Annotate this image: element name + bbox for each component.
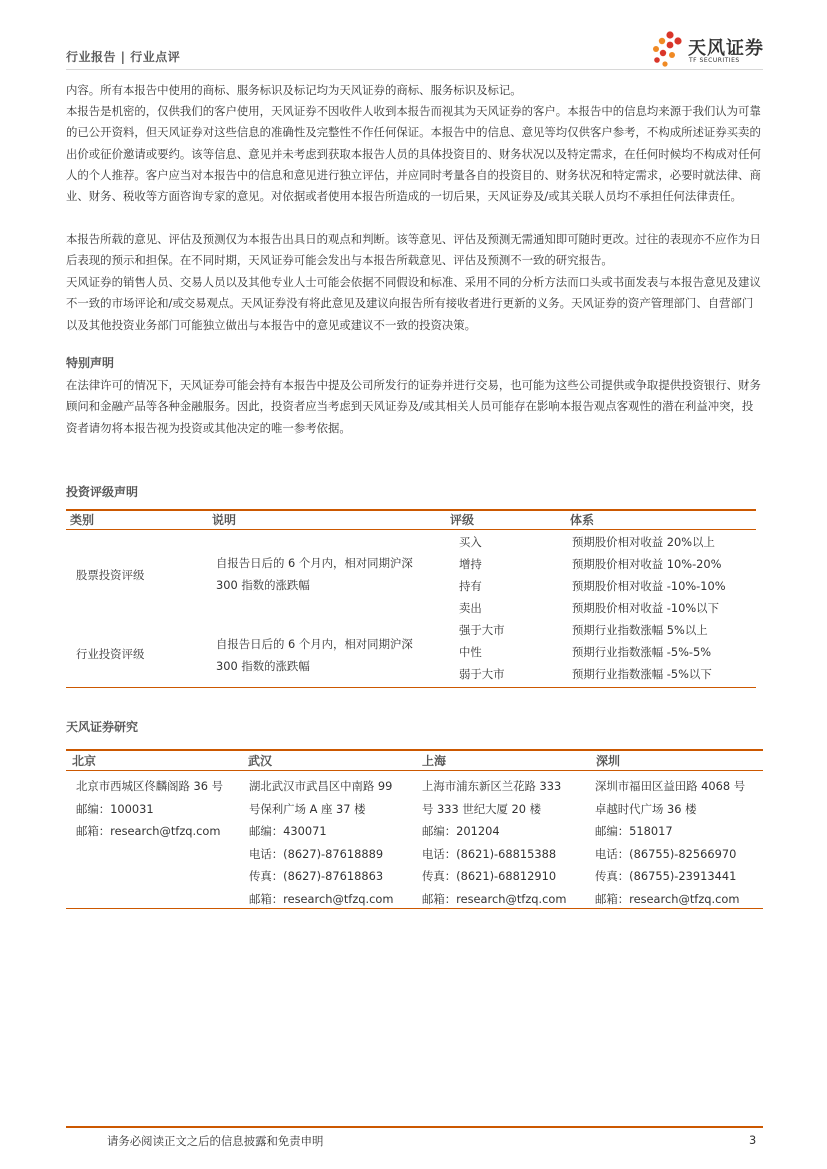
rating-value: 中性: [459, 645, 482, 659]
header-divider: [66, 69, 763, 70]
rating-section-title: 投资评级声明: [66, 485, 139, 499]
office-city-wuhan: 武汉: [248, 754, 273, 768]
logo-name-cn: 天风证券: [688, 38, 764, 59]
office-detail-line: 深圳市福田区益田路 4068 号: [595, 779, 746, 793]
table-bottom-rule: [66, 687, 756, 688]
offices-header-rule: [66, 770, 763, 771]
office-city-shenzhen: 深圳: [596, 754, 621, 768]
disclaimer-paragraph: 本报告所载的意见、评估及预测仅为本报告出具日的观点和判断。该等意见、评估及预测无需通知即可随时更改。过往的表现亦不应作为日后表现的预示和担保。在不同时期，天风证券可能会发出与本报告所载意见、评估及预测不一致的研究报告。: [66, 232, 761, 268]
logo-mark-icon: [650, 30, 684, 70]
rating-header-description: 说明: [212, 513, 237, 527]
table-top-rule: [66, 509, 756, 511]
footer-disclaimer: 请务必阅读正文之后的信息披露和免责申明: [107, 1134, 324, 1148]
office-detail-line: 邮箱：research@tfzq.com: [595, 891, 740, 906]
rating-description-stock: 自报告日后的 6 个月内，相对同期沪深 300 指数的涨跌幅: [216, 556, 413, 592]
offices-section-title: 天风证券研究: [66, 720, 139, 734]
rating-system: 预期股价相对收益 -10%以下: [572, 601, 719, 615]
rating-value: 弱于大市: [459, 667, 505, 681]
offices-top-rule: [66, 749, 763, 751]
office-detail-line: 邮编：518017: [595, 824, 673, 838]
special-statement-text: 在法律许可的情况下，天风证券可能会持有本报告中提及公司所发行的证券并进行交易，也可能为这些公司提供或争取提供投资银行、财务顾问和金融产品等各种金融服务。因此，投资者应当考虑到天风证券及/或其相关人员可能存在影响本报告观点客观性的潜在利益冲突，投资者请勿将本报告视为投资或其他决定的唯一参考依据。: [66, 378, 761, 435]
office-detail-line: 号保利广场 A 座 37 楼: [249, 801, 366, 816]
rating-value: 持有: [459, 579, 482, 593]
office-detail-line: 上海市浦东新区兰花路 333: [422, 779, 562, 793]
office-detail-line: 湖北武汉市武昌区中南路 99: [249, 779, 393, 793]
rating-value: 强于大市: [459, 623, 505, 637]
office-detail-line: 北京市西城区佟麟阁路 36 号: [76, 779, 224, 793]
office-detail-line: 邮编：201204: [422, 824, 500, 838]
rating-system: 预期股价相对收益 20%以上: [572, 535, 715, 549]
office-detail-line: 传真：(86755)-23913441: [595, 869, 737, 883]
rating-header-category: 类别: [70, 513, 95, 527]
office-details-beijing: [76, 775, 241, 843]
office-detail-line: 号 333 世纪大厦 20 楼: [422, 801, 542, 816]
office-city-beijing: 北京: [72, 754, 97, 768]
rating-value: 买入: [459, 535, 482, 549]
office-detail-line: 电话：(8621)-68815388: [422, 846, 557, 861]
office-detail-line: 电话：(8627)-87618889: [249, 846, 384, 861]
office-detail-line: 卓越时代广场 36 楼: [595, 801, 697, 816]
office-detail-line: 邮箱：research@tfzq.com: [422, 891, 567, 906]
office-detail-line: 电话：(86755)-82566970: [595, 846, 737, 861]
office-detail-line: 传真：(8621)-68812910: [422, 869, 557, 883]
report-type-label: 行业报告 | 行业点评: [66, 50, 181, 64]
office-details-shanghai: [422, 775, 587, 910]
table-header-rule: [66, 529, 756, 530]
disclaimer-paragraph: 内容。所有本报告中使用的商标、服务标识及标记均为天风证券的商标、服务标识及标记。: [66, 83, 522, 97]
office-detail-line: 传真：(8627)-87618863: [249, 869, 384, 883]
office-city-shanghai: 上海: [422, 754, 447, 768]
office-details-shenzhen: [595, 775, 760, 910]
rating-category-industry: 行业投资评级: [76, 647, 145, 661]
disclaimer-paragraph: 天风证券的销售人员、交易人员以及其他专业人士可能会依据不同假设和标准、采用不同的分析方法而口头或书面发表与本报告意见及建议不一致的市场评论和/或交易观点。天风证券没有将此意见及建议向报告所有接收者进行更新的义务。天风证券的资产管理部门、自营部门以及其他投资业务部门可能独立做出与本报告中的意见或建议不一致的投资决策。: [66, 275, 761, 332]
rating-header-system: 体系: [570, 513, 595, 527]
rating-system: 预期行业指数涨幅 -5%-5%: [572, 645, 712, 659]
company-logo: [650, 30, 765, 70]
rating-system: 预期股价相对收益 10%-20%: [572, 557, 722, 571]
rating-system: 预期行业指数涨幅 -5%以下: [572, 667, 712, 681]
office-detail-line: 邮箱：research@tfzq.com: [76, 824, 221, 838]
special-statement-title: 特别声明: [66, 356, 115, 370]
rating-category-stock: 股票投资评级: [76, 568, 145, 582]
office-details-wuhan: [249, 775, 414, 910]
office-detail-line: 邮箱：research@tfzq.com: [249, 891, 394, 906]
rating-description-industry: 自报告日后的 6 个月内，相对同期沪深 300 指数的涨跌幅: [216, 637, 413, 673]
rating-value: 增持: [459, 557, 482, 571]
offices-bottom-rule: [66, 908, 763, 909]
office-detail-line: 邮编：430071: [249, 824, 327, 838]
rating-system: 预期股价相对收益 -10%-10%: [572, 579, 726, 593]
footer-divider: [66, 1126, 763, 1128]
rating-header-rating: 评级: [450, 513, 475, 527]
page-number: 3: [749, 1133, 757, 1147]
rating-system: 预期行业指数涨幅 5%以上: [572, 623, 708, 637]
disclaimer-paragraph: 本报告是机密的，仅供我们的客户使用，天风证券不因收件人收到本报告而视其为天风证券的客户。本报告中的信息均来源于我们认为可靠的已公开资料，但天风证券对这些信息的准确性及完整性不作任何保证。本报告中的信息、意见等均仅供客户参考，不构成所述证券买卖的出价或征价邀请或要约。该等信息、意见并未考虑到获取本报告人员的具体投资目的、财务状况以及特定需求，在任何时候均不构成对任何人的个人推荐。客户应当对本报告中的信息和意见进行独立评估，并应同时考量各自的投资目的、财务状况和特定需求，必要时就法律、商业、财务、税收等方面咨询专家的意见。对依据或者使用本报告所造成的一切后果，天风证券及/或其关联人员均不承担任何法律责任。: [66, 104, 761, 204]
logo-name-en: TF SECURITIES: [689, 57, 740, 64]
office-detail-line: 邮编：100031: [76, 801, 154, 816]
rating-value: 卖出: [459, 601, 482, 615]
